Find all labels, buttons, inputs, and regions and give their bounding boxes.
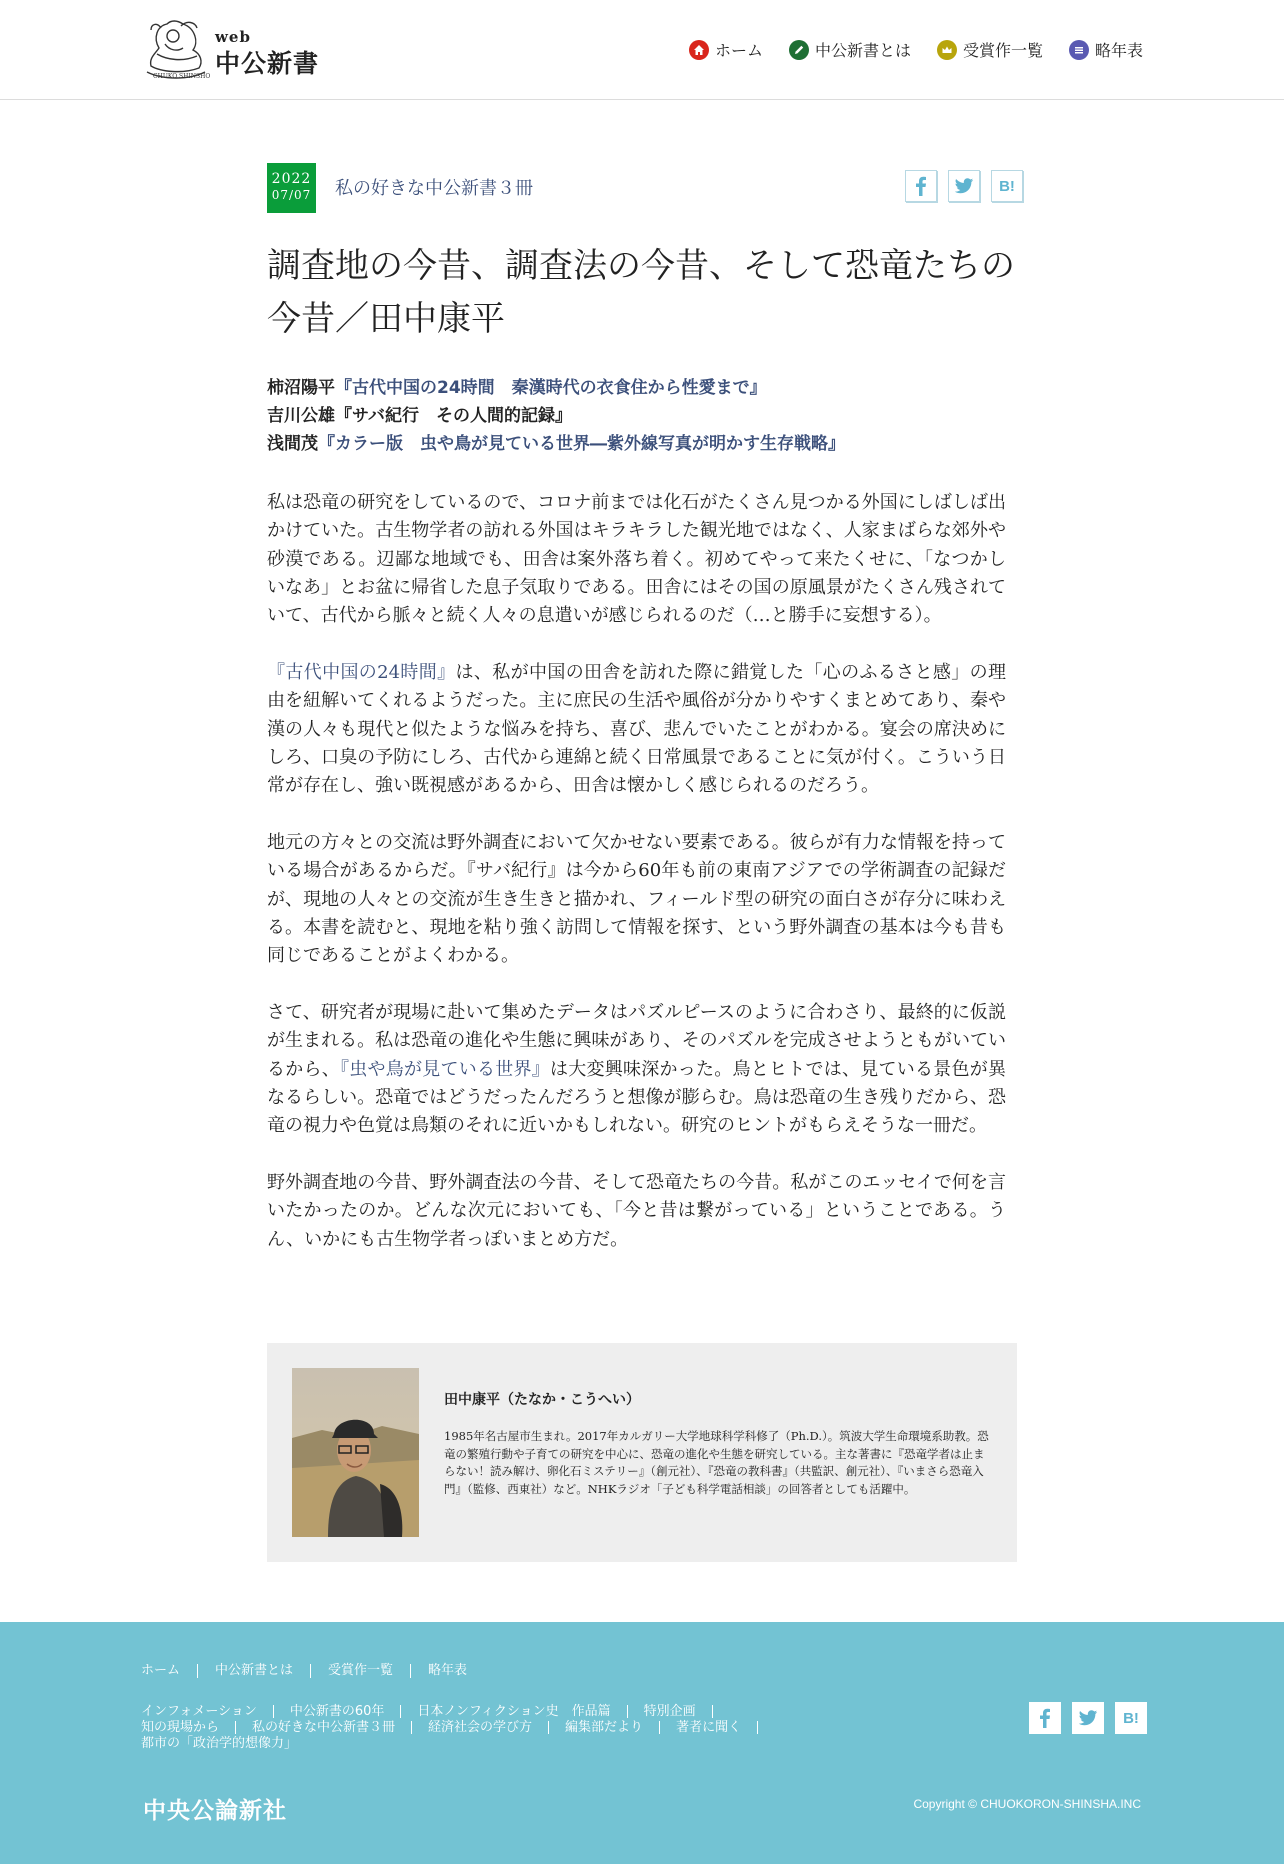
book-author: 吉川公雄	[267, 406, 335, 426]
site-header	[0, 0, 1284, 100]
nav-home-label: ホーム	[714, 41, 763, 60]
footer-facebook-button[interactable]	[1029, 1702, 1061, 1734]
twitter-icon	[953, 175, 975, 197]
pencil-icon	[789, 40, 809, 60]
footer-link[interactable]: 特別企画	[644, 1705, 713, 1718]
paragraph	[267, 659, 1006, 800]
book-item	[267, 402, 845, 430]
nav-home[interactable]	[689, 38, 763, 61]
author-photo	[292, 1368, 419, 1537]
date-badge	[267, 163, 316, 213]
facebook-share-button[interactable]	[905, 170, 937, 202]
author-name: 田中康平（たなか・こうへい）	[444, 1392, 640, 1408]
date-month-day: 07/07	[271, 188, 312, 202]
footer-link[interactable]: 経済社会の学び方	[428, 1721, 549, 1734]
book-item	[267, 430, 845, 458]
twitter-share-button[interactable]	[948, 170, 980, 202]
footer-nav-timeline[interactable]: 略年表	[428, 1663, 468, 1678]
svg-text:CHUKO SHINSHO: CHUKO SHINSHO	[153, 73, 211, 80]
paragraph	[267, 489, 1006, 630]
footer-nav-home[interactable]: ホーム	[141, 1664, 198, 1678]
nav-awards-label: 受賞作一覧	[962, 41, 1043, 60]
logo-name: 中公新書	[215, 49, 320, 78]
footer-nav	[141, 1664, 484, 1678]
footer-link[interactable]: 知の現場から	[141, 1721, 236, 1734]
site-footer	[0, 1622, 1284, 1864]
book-title: 『サバ紀行 その人間的記録』	[335, 406, 572, 426]
copyright-text: Copyright © CHUOKORON-SHINSHA.INC	[913, 1797, 1141, 1811]
author-bio: 1985年名古屋市生まれ。2017年カルガリー大学地球科学科修了（Ph.D.）。筑波大学生命環境系助教。恐竜の繁殖行動や子育ての研究を中心に、恐竜の進化や生態を研究している。主な著書に『恐竜学者は止まらない！読み解け、卵化石ミステリー』（創元社）、『恐竜の教科書』（共監訳、創元社）、『いまさら恐竜入門』（監修、西東社）など。NHKラジオ「子ども科学電話相談」の回答者としても活躍中。	[444, 1429, 989, 1497]
paragraph	[267, 1169, 1006, 1254]
footer-share-buttons	[1029, 1702, 1147, 1734]
book-item	[267, 374, 845, 402]
footer-twitter-button[interactable]	[1072, 1702, 1104, 1734]
logo-emblem-icon	[143, 14, 211, 84]
paragraph-text: 地元の方々との交流は野外調査において欠かせない要素である。彼らが有力な情報を持っている場合があるからだ。『サバ紀行』は今から60年も前の東南アジアでの学術調査の記録だが、現地の人々との交流が生き生きと描かれ、フィールド型の研究の面白さが存分に味わえる。本書を読むと、現地を粘り強く訪問して情報を探す、という野外調査の基本は今も昔も同じであることがよくわかる。	[267, 831, 1006, 967]
category-link[interactable]: 私の好きな中公新書３冊	[335, 178, 533, 199]
book-title-link[interactable]: 『古代中国の24時間 秦漢時代の衣食住から性愛まで』	[335, 378, 767, 398]
footer-link[interactable]: 編集部だより	[565, 1721, 660, 1734]
footer-brand-logo[interactable]: 中央公論新社	[143, 1797, 287, 1824]
footer-nav-awards[interactable]: 受賞作一覧	[311, 1664, 411, 1678]
twitter-icon	[1077, 1707, 1099, 1729]
facebook-icon	[910, 175, 932, 197]
article-title: 調査地の今昔、調査法の今昔、そして恐竜たちの今昔／田中康平	[267, 246, 1015, 339]
article-body	[267, 489, 1006, 1282]
share-buttons	[905, 170, 1023, 202]
nav-about-label: 中公新書とは	[814, 41, 911, 60]
date-year: 2022	[271, 171, 312, 187]
paragraph	[267, 829, 1006, 970]
footer-link[interactable]: インフォメーション	[141, 1705, 274, 1718]
author-profile	[267, 1343, 1017, 1562]
paragraph	[267, 999, 1006, 1140]
footer-link[interactable]: 都市の「政治学的想像力」	[141, 1736, 298, 1751]
footer-hatena-button[interactable]	[1115, 1702, 1147, 1734]
list-icon	[1069, 40, 1089, 60]
book-author: 柿沼陽平	[267, 378, 335, 398]
book-list	[267, 374, 845, 458]
hatena-icon: B!	[999, 177, 1015, 195]
facebook-icon	[1034, 1707, 1056, 1729]
logo-web-label: web	[215, 28, 251, 46]
crown-icon	[937, 40, 957, 60]
paragraph-text: さて、研究者が現場に赴いて集めたデータはパズルピースのように合わさり、最終的に仮説が生まれる。私は恐竜の進化や生態に興味があり、そのパズルを完成させようともがいているから、	[267, 1001, 1007, 1080]
footer-link[interactable]: 中公新書の60年	[290, 1705, 402, 1718]
inline-book-link[interactable]: 『虫や鳥が見ている世界』	[340, 1058, 550, 1080]
footer-link[interactable]: 私の好きな中公新書３冊	[252, 1721, 412, 1734]
footer-links	[141, 1704, 831, 1752]
site-logo[interactable]	[143, 14, 323, 86]
nav-timeline[interactable]	[1069, 38, 1143, 61]
footer-link[interactable]: 日本ノンフィクション史 作品篇	[417, 1705, 627, 1718]
hatena-bookmark-button[interactable]	[991, 170, 1023, 202]
paragraph-text: は大変興味深かった。鳥とヒトでは、見ている景色が異なるらしい。恐竜ではどうだったんだろうと想像が膨らむ。鳥は恐竜の生き残りだから、恐竜の視力や色覚は鳥類のそれに近いかもしれない。研究のヒントがもらえそうな一冊だ。	[267, 1058, 1006, 1137]
home-icon	[689, 40, 709, 60]
inline-book-link[interactable]: 『古代中国の24時間』	[267, 661, 456, 683]
paragraph-text: 野外調査地の今昔、野外調査法の今昔、そして恐竜たちの今昔。私がこのエッセイで何を言いたかったのか。どんな次元においても、「今と昔は繋がっている」ということである。うん、いかにも古生物学者っぽいまとめ方だ。	[267, 1171, 1006, 1250]
book-author: 浅間茂	[267, 434, 318, 454]
book-title-link[interactable]: 『カラー版 虫や鳥が見ている世界―紫外線写真が明かす生存戦略』	[318, 434, 845, 454]
nav-about[interactable]	[789, 38, 911, 61]
footer-nav-about[interactable]: 中公新書とは	[198, 1664, 311, 1678]
footer-link[interactable]: 著者に聞く	[676, 1721, 758, 1734]
nav-timeline-label: 略年表	[1094, 41, 1143, 60]
nav-awards[interactable]	[937, 38, 1043, 61]
paragraph-text: は、私が中国の田舎を訪れた際に錯覚した「心のふるさと感」の理由を紐解いてくれるようだった。主に庶民の生活や風俗が分かりやすくまとめてあり、秦や漢の人々も現代と似たような悩みを持ち、喜び、悲んでいたことがわかる。宴会の席決めにしろ、口臭の予防にしろ、古代から連綿と続く日常風景であることに気が付く。こういう日常が存在し、強い既視感があるから、田舎は懐かしく感じられるのだろう。	[267, 661, 1007, 797]
main-nav	[689, 38, 1143, 61]
hatena-icon: B!	[1123, 1709, 1139, 1727]
paragraph-text: 私は恐竜の研究をしているので、コロナ前までは化石がたくさん見つかる外国にしばしば出かけていた。古生物学者の訪れる外国はキラキラした観光地ではなく、人家まばらな郊外や砂漠である。辺鄙な地域でも、田舎は案外落ち着く。初めてやって来たくせに、「なつかしいなあ」とお盆に帰省した息子気取りである。田舎にはその国の原風景がたくさん残されていて、古代から脈々と続く人々の息遣いが感じられるのだ（…と勝手に妄想する）。	[267, 492, 1006, 627]
